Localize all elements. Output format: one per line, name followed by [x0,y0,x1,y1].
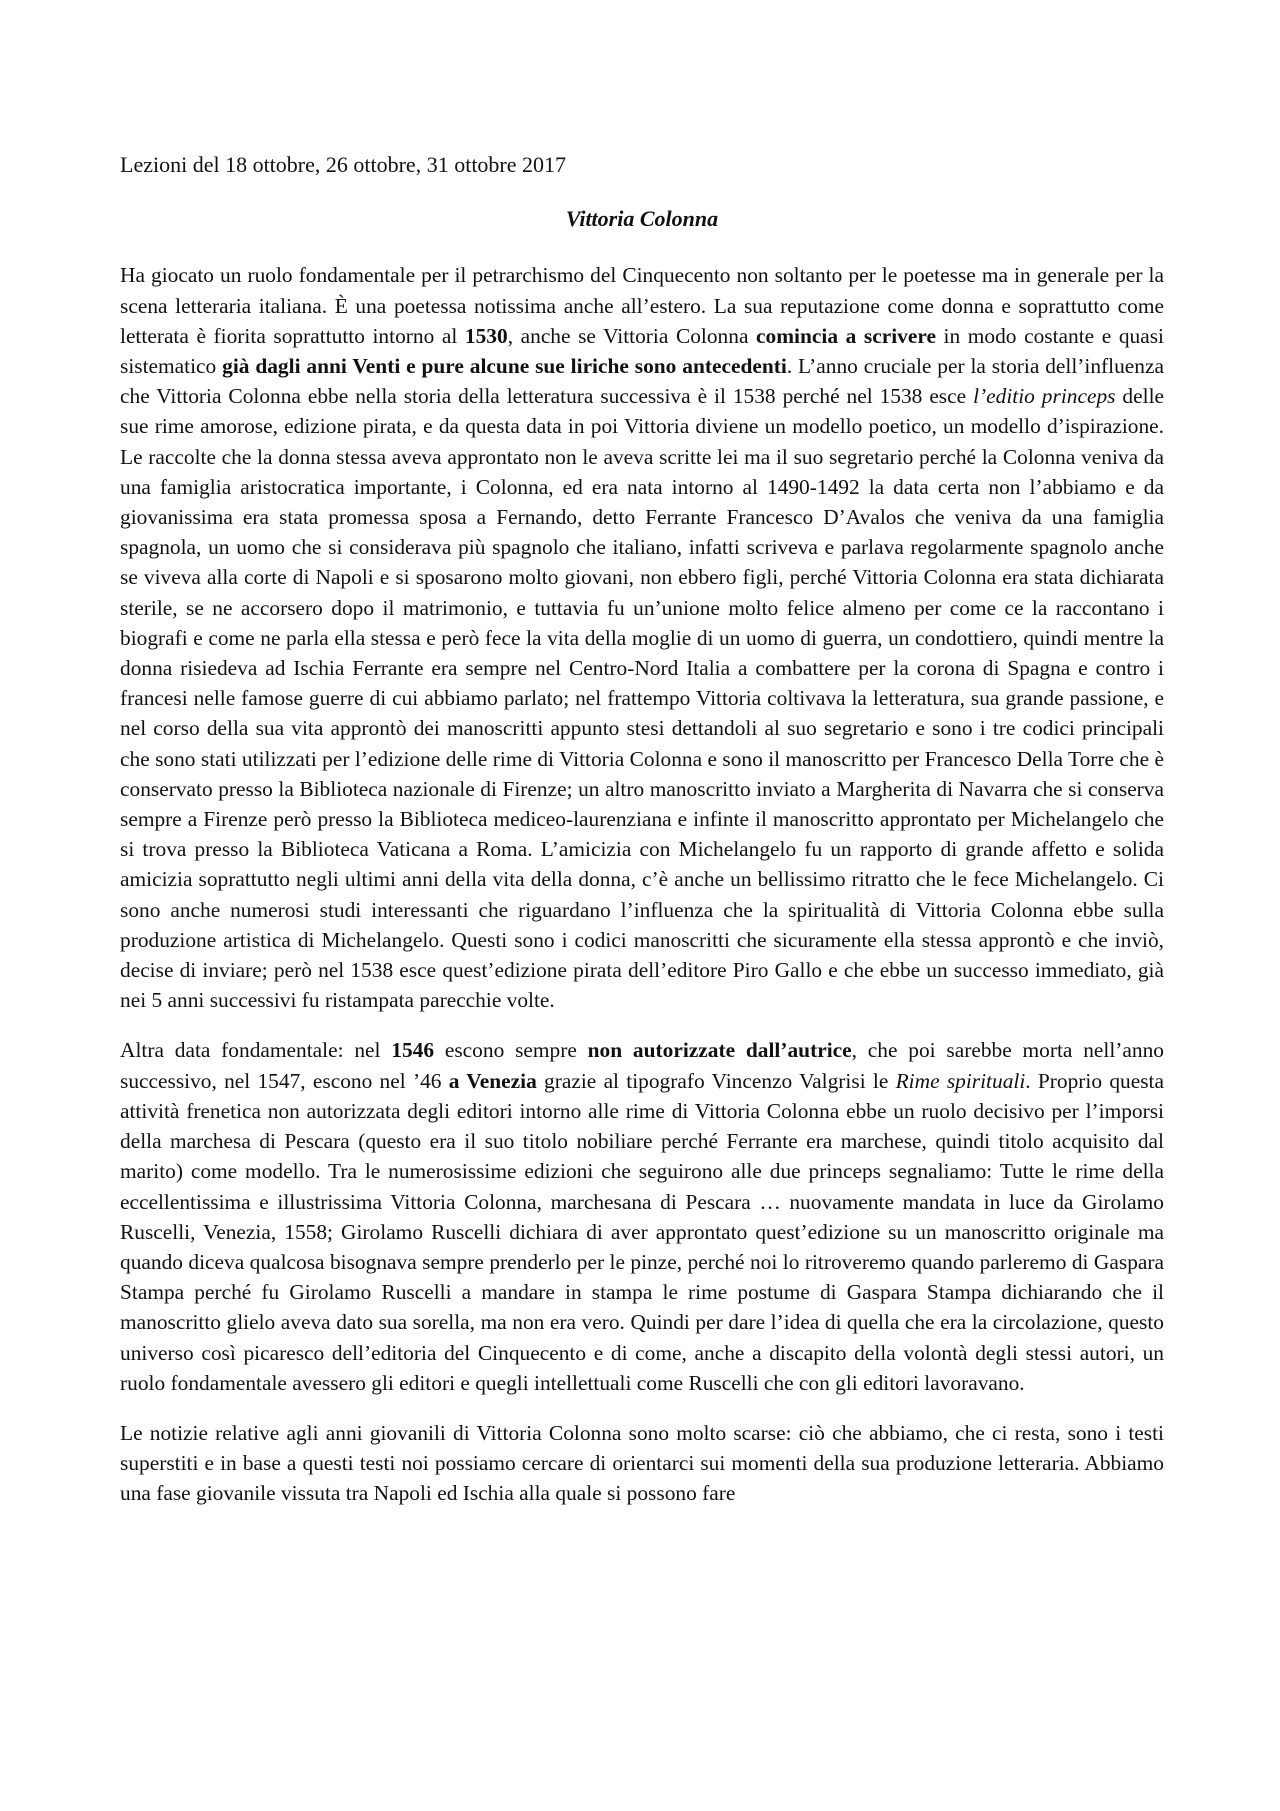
text-run: . L’anno cruciale per la storia dell’influenza che Vittoria Colonna ebbe nella storia della letteratura successiva è il 1538 perché nel 1538 esce [120,354,1164,409]
bold-run: 1530 [464,323,508,348]
text-run: delle sue rime amorose, edizione pirata, e da questa data in poi Vittoria diviene un modello poetico, un modello d’ispirazione. Le raccolte che la donna stessa aveva approntato non le aveva scritte lei ma il suo segretario perché la Colonna veniva da una famiglia aristocratica importante, i Colonna, ed era nata intorno al 1490-1492 la data certa non l’abbiamo e da giovanissima era stata promessa sposa a Fernando, detto Ferrante Francesco D’Avalos che veniva da una famiglia spagnola, un uomo che si considerava più spagnolo che italiano, infatti scriveva e parlava regolarmente spagnolo anche se viveva alla corte di Napoli e si sposarono molto giovani, non ebbero figli, perché Vittoria Colonna era stata dichiarata sterile, se ne accorsero dopo il matrimonio, e tuttavia fu un’unione molto felice almeno per come ce la raccontano i biografi e come ne parla ella stessa e però fece la vita della moglie di un uomo di guerra, un condottiero, quindi mentre la donna risiedeva ad Ischia Ferrante era sempre nel Centro-Nord Italia a combattere per la corona di Spagna e contro i francesi nelle famose guerre di cui abbiamo parlato; nel frattempo Vittoria coltivava la letteratura, sua grande passione, e nel corso della sua vita approntò dei manoscritti appunto stesi dettandoli al suo segretario e sono i tre codici principali che sono stati utilizzati per l’edizione delle rime di Vittoria Colonna e sono il manoscritto per Francesco Della Torre che è conservato presso la Biblioteca nazionale di Firenze; un altro manoscritto inviato a Margherita di Navarra che si conserva sempre a Firenze però presso la Biblioteca mediceo-laurenziana e infinte il manoscritto approntato per Michelangelo che si trova presso la Biblioteca Vaticana a Roma. L’amicizia con Michelangelo fu un rapporto di grande affetto e solida amicizia soprattutto negli ultimi anni della vita della donna, c’è anche un bellissimo ritratto che le fece Michelangelo. Ci sono anche numerosi studi interessanti che riguardano l’influenza che la spiritualità di Vittoria Colonna ebbe sulla produzione artistica di Michelangelo. Questi sono i codici manoscritti che sicuramente ella stessa approntò e che inviò, decise di inviare; però nel 1538 esce quest’edizione pirata dell’editore Piro Gallo e che ebbe un successo immediato, già nei 5 anni successivi fu ristampata parecchie volte. [120,384,1165,1013]
text-run: in modo costante e quasi sistematico [120,323,1164,379]
bold-run: comincia a scrivere [756,323,936,348]
lecture-dates-header: Lezioni del 18 ottobre, 26 ottobre, 31 ottobre 2017 [120,152,567,177]
paragraph-3 [120,1418,1164,1509]
italic-run: Rime spirituali [895,1068,1026,1093]
bold-run: a Venezia [448,1068,537,1093]
bold-run: 1546 [391,1038,435,1063]
text-run: . Proprio questa attività frenetica non autorizzata degli editori intorno alle rime di Vittoria Colonna ebbe un ruolo decisivo per l’imporsi della marchesa di Pescara (questo era il suo titolo nobiliare perché Ferrante era marchese, quindi titolo acquisito dal marito) come modello. Tra le numerosissime edizioni che seguirono alle due princeps segnaliamo: Tutte le rime della eccellentissima e illustrissima Vittoria Colonna, marchesana di Pescara … nuovamente mandata in luce da Girolamo Ruscelli, Venezia, 1558; Girolamo Ruscelli dichiara di aver approntato quest’edizione su un manoscritto originale ma quando diceva qualcosa bisognava sempre prenderlo per le pinze, perché noi lo ritroveremo quando parleremo di Gaspara Stampa perché fu Girolamo Ruscelli a mandare in stampa le rime postume di Gaspara Stampa dichiarando che il manoscritto glielo aveva dato sua sorella, ma non era vero. Quindi per dare l’idea di quella che era la circolazione, questo universo così picaresco dell’editoria del Cinquecento e di come, anche a discapito della volontà degli stessi autori, un ruolo fondamentale avessero gli editori e quegli intellettuali come Ruscelli che con gli editori lavoravano. [120,1068,1164,1395]
text-run: grazie al tipografo Vincenzo Valgrisi le [536,1068,896,1093]
paragraph-2 [120,1035,1164,1397]
bold-run: non autorizzate dall’autrice [587,1038,852,1063]
text-run: Altra data fondamentale: nel [120,1038,392,1063]
document-title: Vittoria Colonna [565,206,719,232]
text-run: Ha giocato un ruolo fondamentale per il petrarchismo del Cinquecento non soltanto per le poetesse ma in generale per la scena letteraria italiana. È una poetessa notissima anche all’estero. La sua reputazione come donna e soprattutto come letterata è fiorita soprattutto intorno al [120,263,1164,348]
text-run: escono sempre [434,1038,588,1063]
bold-run: già dagli anni Venti e pure alcune sue liriche sono antecedenti [222,354,787,379]
text-run: , che poi sarebbe morta nell’anno successivo, nel 1547, escono nel ’46 [120,1038,1164,1093]
text-run: Le notizie relative agli anni giovanili di Vittoria Colonna sono molto scarse: ciò che abbiamo, che ci resta, sono i testi superstiti e in base a questi testi noi possiamo cercare di orientarci sui momenti della sua produzione letteraria. Abbiamo una fase giovanile vissuta tra Napoli ed Ischia alla quale si possono fare [120,1420,1164,1506]
text-run: , anche se Vittoria Colonna [507,323,757,348]
document-page [120,150,1164,1529]
italic-run: l’editio princeps [973,384,1116,409]
paragraph-1 [120,260,1164,1015]
